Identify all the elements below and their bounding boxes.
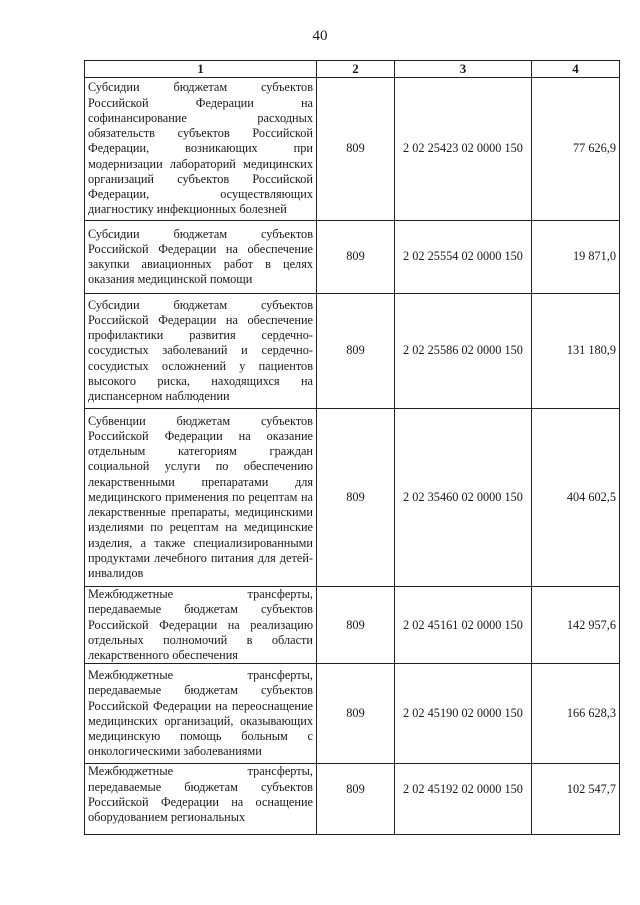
row-description: Межбюджетные трансферты, передаваемые бюджетам субъектов Российской Федерации на реализацию отдельных полномочий в области лекарственного обеспечения	[85, 587, 317, 664]
row-amount: 19 871,0	[532, 221, 620, 294]
row-description: Субсидии бюджетам субъектов Российской Федерации на софинансирование расходных обязательств субъектов Российской Федерации, возникающих при модернизации лабораторий медицинских организаций субъектов Российской Федерации, осуществляющих диагностику инфекционных болезней	[85, 78, 317, 221]
table-header-row	[85, 61, 620, 78]
table-row	[85, 221, 620, 294]
table-row	[85, 587, 620, 664]
row-budget-code: 2 02 45161 02 0000 150	[395, 587, 532, 664]
row-description: Субвенции бюджетам субъектов Российской Федерации на оказание отдельным категориям граждан социальной услуги по обеспечению лекарственными препаратами для медицинского применения по рецептам на лекарственные препараты, медицинскими изделиями по рецептам на медицинские изделия, а также специализированными продуктами лечебного питания для детей-инвалидов	[85, 409, 317, 587]
row-budget-code: 2 02 25586 02 0000 150	[395, 294, 532, 409]
table-row	[85, 409, 620, 587]
table-row	[85, 764, 620, 835]
row-description: Межбюджетные трансферты, передаваемые бюджетам субъектов Российской Федерации на оснащение оборудованием региональных	[85, 764, 317, 835]
row-amount: 166 628,3	[532, 664, 620, 764]
row-admin-code: 809	[317, 764, 395, 835]
row-amount: 77 626,9	[532, 78, 620, 221]
row-budget-code: 2 02 45190 02 0000 150	[395, 664, 532, 764]
table-row	[85, 78, 620, 221]
row-amount: 404 602,5	[532, 409, 620, 587]
column-header-4: 4	[532, 61, 620, 78]
row-admin-code: 809	[317, 664, 395, 764]
row-admin-code: 809	[317, 78, 395, 221]
budget-table	[84, 60, 620, 835]
page-number: 40	[312, 28, 328, 44]
column-header-2: 2	[317, 61, 395, 78]
row-amount: 102 547,7	[532, 764, 620, 835]
column-header-1: 1	[85, 61, 317, 78]
row-budget-code: 2 02 25554 02 0000 150	[395, 221, 532, 294]
row-budget-code: 2 02 25423 02 0000 150	[395, 78, 532, 221]
row-amount: 131 180,9	[532, 294, 620, 409]
table-row	[85, 664, 620, 764]
row-description: Субсидии бюджетам субъектов Российской Федерации на обеспечение профилактики развития сердечно-сосудистых заболеваний и сердечно-сосудистых осложнений у пациентов высокого риска, находящихся на диспансерном наблюдении	[85, 294, 317, 409]
row-admin-code: 809	[317, 587, 395, 664]
row-amount: 142 957,6	[532, 587, 620, 664]
column-header-3: 3	[395, 61, 532, 78]
row-description: Межбюджетные трансферты, передаваемые бюджетам субъектов Российской Федерации на переоснащение медицинских организаций, оказывающих медицинскую помощь больным с онкологическими заболеваниями	[85, 664, 317, 764]
row-budget-code: 2 02 45192 02 0000 150	[395, 764, 532, 835]
row-description: Субсидии бюджетам субъектов Российской Федерации на обеспечение закупки авиационных работ в целях оказания медицинской помощи	[85, 221, 317, 294]
row-budget-code: 2 02 35460 02 0000 150	[395, 409, 532, 587]
table-row	[85, 294, 620, 409]
row-admin-code: 809	[317, 294, 395, 409]
row-admin-code: 809	[317, 221, 395, 294]
row-admin-code: 809	[317, 409, 395, 587]
